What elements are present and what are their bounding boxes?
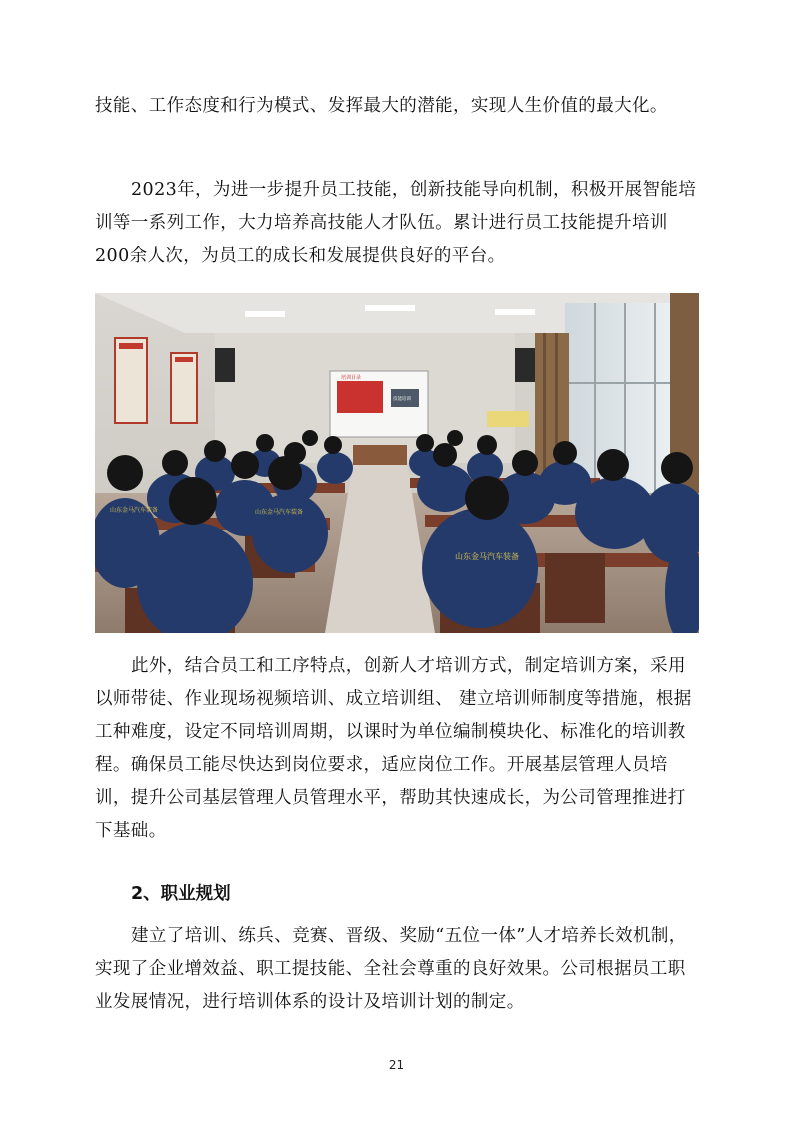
- section-heading-career-planning: 2、职业规划: [131, 884, 231, 904]
- slide-button-label: 技能培训: [393, 397, 411, 402]
- uniform-logo-text: 山东金马汽车装备: [455, 552, 519, 561]
- svg-text:山东金马汽车装备: 山东金马汽车装备: [110, 507, 159, 514]
- paragraph-continuation: 技能、工作态度和行为模式、发挥最大的潜能，实现人生价值的最大化。: [95, 96, 668, 116]
- page-number: 21: [388, 1058, 405, 1072]
- training-session-photo: [95, 293, 699, 633]
- slide-heading: 培训目录: [341, 375, 362, 381]
- svg-text:山东金马汽车装备: 山东金马汽车装备: [255, 509, 304, 516]
- paragraph-training-2023: 2023年，为进一步提升员工技能，创新技能导向机制，积极开展智能培训等一系列工作，大力培养高技能人才队伍。累计进行员工技能提升培训200余人次，为员工的成长和发展提供良好的平台。: [95, 180, 697, 266]
- paragraph-career-planning: 建立了培训、练兵、竞赛、晋级、奖励“五位一体”人才培养长效机制，实现了企业增效益、职工提技能、全社会尊重的良好效果。公司根据员工职业发展情况，进行培训体系的设计及培训计划的制定。: [95, 926, 687, 1012]
- paragraph-training-methods: 此外，结合员工和工序特点，创新人才培训方式，制定培训方案，采用以师带徒、作业现场视频培训、成立培训组、 建立培训师制度等措施，根据工种难度，设定不同培训周期，以课时为单位编制模块化、标准化的培训教程。确保员工能尽快达到岗位要求，适应岗位工作。开展基层管理人员培训，提升公司基层管理人员管理水平，帮助其快速成长，为公司管理推进打下基础。: [95, 656, 692, 841]
